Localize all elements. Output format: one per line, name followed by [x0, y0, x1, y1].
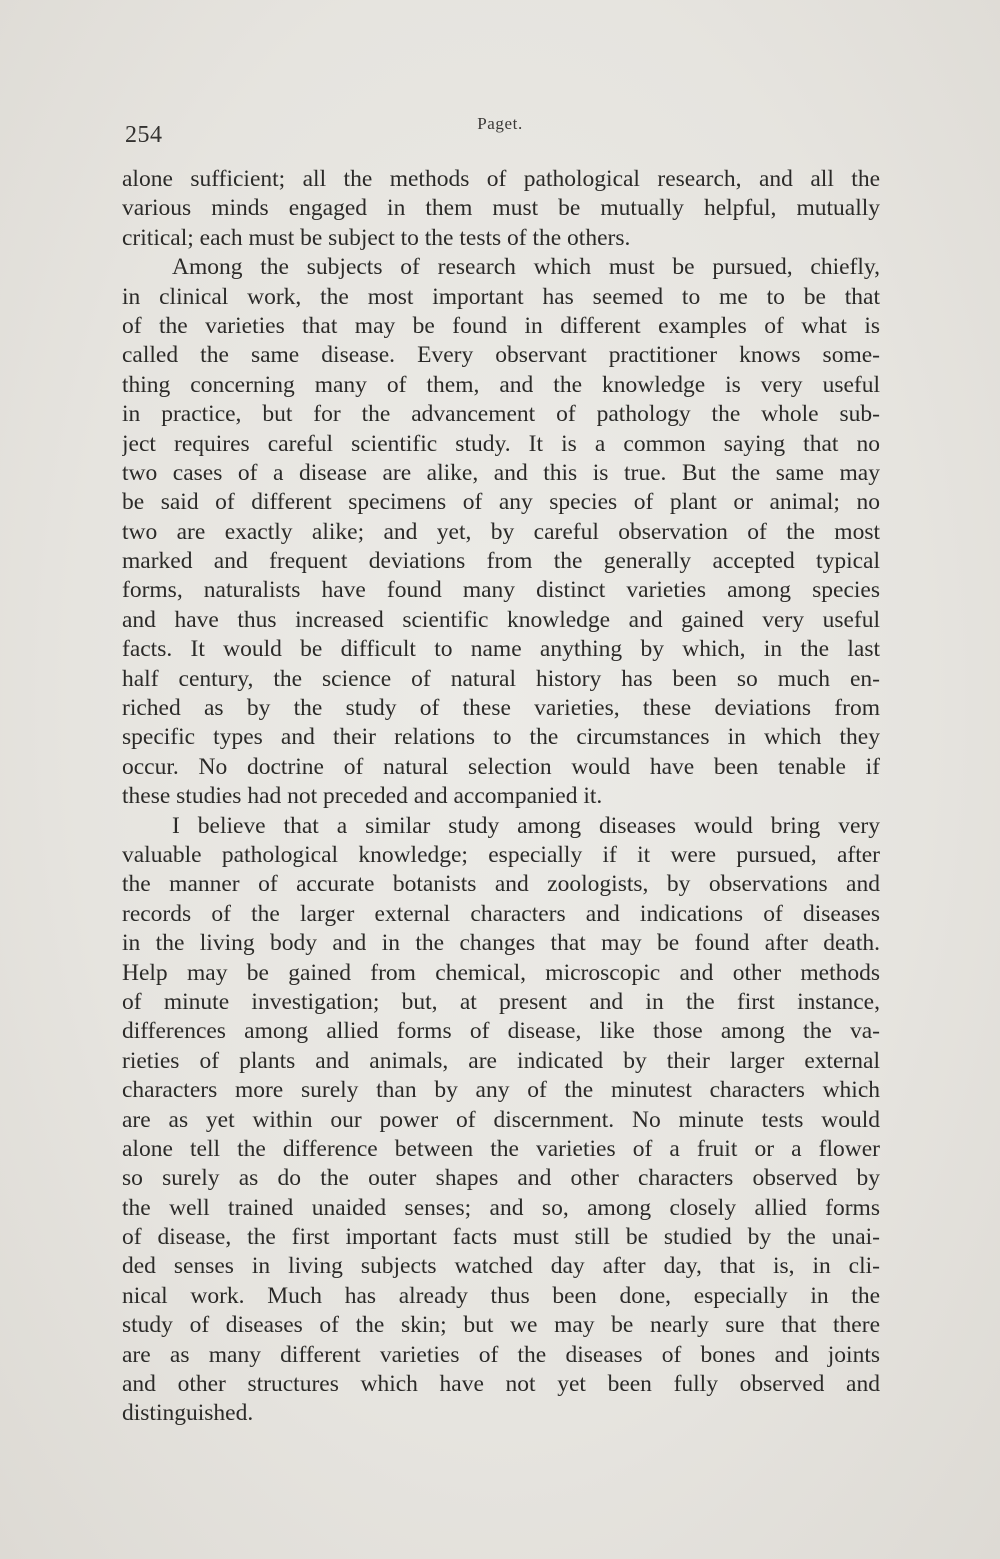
text-line: of disease, the first important facts must still be studied by the unai-	[122, 1224, 880, 1251]
text-line: in practice, but for the advancement of pathology the whole sub-	[122, 401, 880, 428]
text-line: I believe that a similar study among diseases would bring very	[172, 812, 880, 839]
text-line: nical work. Much has already thus been done, especially in the	[122, 1282, 880, 1309]
text-line: called the same disease. Every observant practitioner knows some-	[122, 342, 880, 369]
text-line: alone tell the difference between the varieties of a fruit or a flower	[122, 1135, 880, 1162]
text-line: Among the subjects of research which must be pursued, chiefly,	[172, 254, 880, 281]
text-line: in clinical work, the most important has seemed to me to be that	[122, 283, 880, 310]
text-line: be said of different specimens of any species of plant or animal; no	[122, 489, 880, 516]
text-line: forms, naturalists have found many distinct varieties among species	[122, 577, 880, 604]
paragraph	[122, 165, 880, 253]
paragraph	[122, 812, 880, 1429]
text-line: ject requires careful scientific study. It is a common saying that no	[122, 430, 880, 457]
running-head: Paget.	[477, 114, 523, 133]
text-line: study of diseases of the skin; but we may be nearly sure that there	[122, 1312, 880, 1339]
text-line: alone sufficient; all the methods of pathological research, and all the	[122, 166, 880, 192]
page-number: 254	[125, 122, 163, 148]
body-text	[122, 165, 880, 1429]
text-line: critical; each must be subject to the tests of the others.	[122, 224, 631, 251]
text-line: two cases of a disease are alike, and this is true. But the same may	[122, 459, 880, 486]
text-line: are as yet within our power of discernment. No minute tests would	[122, 1106, 880, 1133]
text-line: half century, the science of natural history has been so much en-	[122, 665, 880, 692]
text-line: rieties of plants and animals, are indicated by their larger external	[122, 1047, 880, 1074]
text-line: riched as by the study of these varieties, these deviations from	[122, 695, 880, 722]
paragraph	[122, 253, 880, 811]
text-line: various minds engaged in them must be mutually helpful, mutually	[122, 195, 880, 222]
text-line: and have thus increased scientific knowledge and gained very useful	[122, 606, 880, 633]
text-line: distinguished.	[122, 1400, 254, 1427]
text-line: in the living body and in the changes that may be found after death.	[122, 930, 880, 957]
text-line: ded senses in living subjects watched day after day, that is, in cli-	[122, 1253, 880, 1280]
text-line: the well trained unaided senses; and so, among closely allied forms	[122, 1194, 880, 1221]
text-line: occur. No doctrine of natural selection would have been tenable if	[122, 753, 880, 780]
text-line: characters more surely than by any of the minutest characters which	[122, 1077, 880, 1104]
text-line: Help may be gained from chemical, microscopic and other methods	[122, 959, 880, 986]
text-line: the manner of accurate botanists and zoologists, by observations and	[122, 871, 880, 898]
text-line: facts. It would be difficult to name anything by which, in the last	[122, 636, 880, 663]
text-line: marked and frequent deviations from the generally accepted typical	[122, 548, 880, 575]
text-line: of minute investigation; but, at present and in the first instance,	[122, 988, 880, 1015]
text-line: are as many different varieties of the diseases of bones and joints	[122, 1341, 880, 1368]
text-line: records of the larger external characters and indications of diseases	[122, 900, 880, 927]
text-line: thing concerning many of them, and the knowledge is very useful	[122, 371, 880, 398]
text-line: and other structures which have not yet been fully observed and	[122, 1371, 880, 1398]
text-line: these studies had not preceded and accompanied it.	[122, 783, 603, 810]
text-line: specific types and their relations to the circumstances in which they	[122, 724, 880, 751]
text-line: differences among allied forms of disease, like those among the va-	[122, 1018, 880, 1045]
text-line: valuable pathological knowledge; especially if it were pursued, after	[122, 841, 880, 868]
text-line: two are exactly alike; and yet, by careful observation of the most	[122, 518, 880, 545]
text-line: of the varieties that may be found in different examples of what is	[122, 312, 880, 339]
text-line: so surely as do the outer shapes and other characters observed by	[122, 1165, 880, 1192]
